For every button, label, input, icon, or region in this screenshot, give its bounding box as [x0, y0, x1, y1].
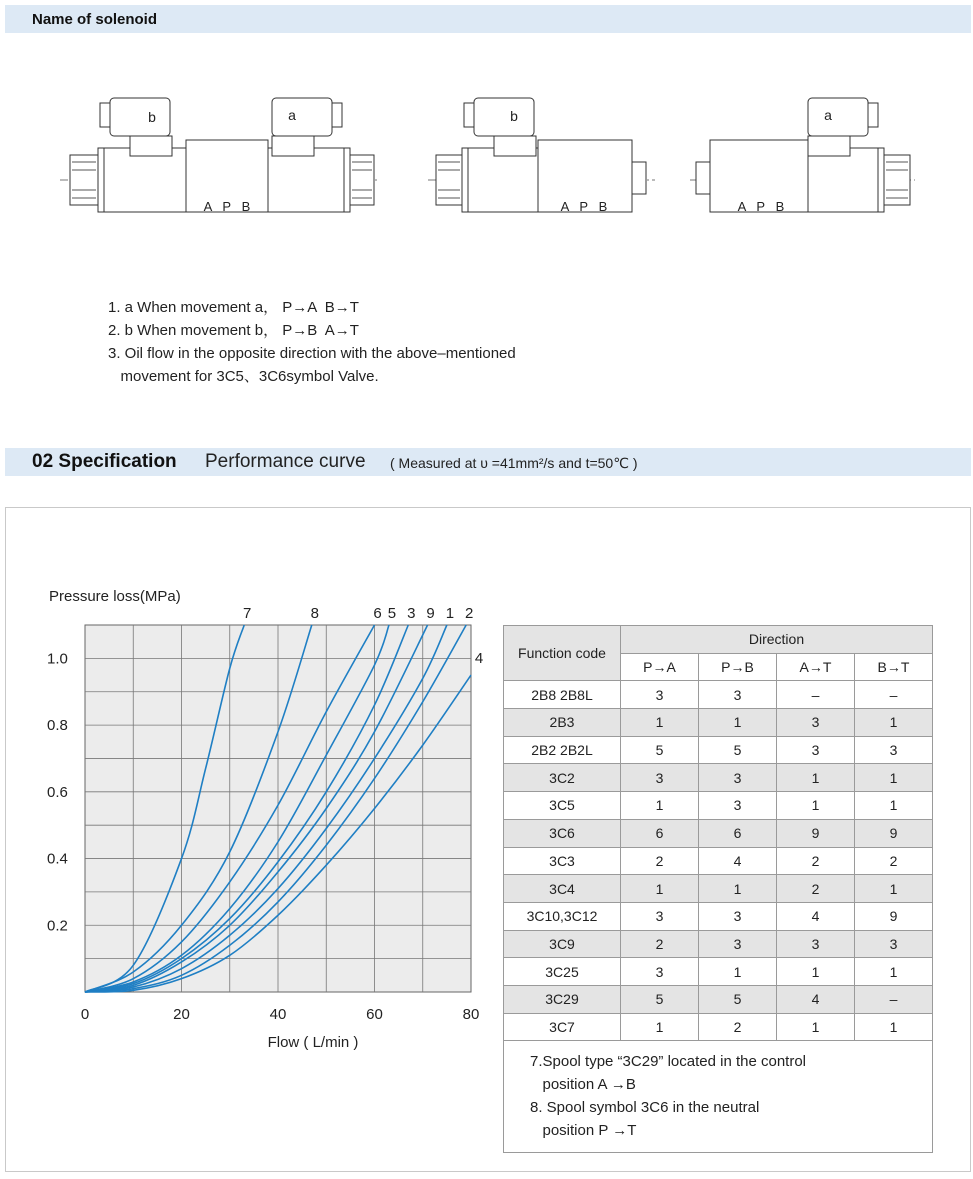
direction-value-cell: 1: [855, 958, 933, 986]
direction-value-cell: 2: [621, 930, 699, 958]
x-tick-label: 80: [462, 1006, 480, 1023]
direction-value-cell: 2: [855, 847, 933, 875]
direction-value-cell: 2: [777, 847, 855, 875]
single-solenoid-b-valve-diagram: [428, 98, 655, 212]
direction-subheader: P→A: [621, 653, 699, 681]
y-tick-label: 0.8: [47, 717, 68, 735]
direction-value-cell: 1: [777, 1013, 855, 1041]
direction-value-cell: 5: [621, 985, 699, 1013]
section-title: Name of solenoid: [32, 11, 158, 28]
table-row: [504, 958, 933, 986]
note-line: 3. Oil flow in the opposite direction with the above–mentioned: [108, 345, 516, 362]
curve-label: 8: [310, 605, 319, 622]
movement-notes: [108, 296, 516, 388]
curve-label: 4: [474, 650, 484, 668]
note-line: movement for 3C5、3C6symbol Valve.: [108, 368, 379, 385]
function-code-header: Function code: [504, 626, 621, 681]
direction-value-cell: 4: [699, 847, 777, 875]
direction-value-cell: 2: [621, 847, 699, 875]
table-row: [504, 847, 933, 875]
table-row: [504, 902, 933, 930]
direction-value-cell: 1: [777, 792, 855, 820]
direction-value-cell: 2: [777, 875, 855, 903]
direction-header: Direction: [621, 626, 933, 654]
section-subtitle: Performance curve: [205, 451, 366, 472]
y-tick-label: 1.0: [47, 650, 68, 668]
spool-direction-table: [503, 625, 933, 1041]
table-row: [504, 709, 933, 737]
direction-value-cell: –: [855, 985, 933, 1013]
direction-value-cell: –: [855, 681, 933, 709]
direction-value-cell: 1: [855, 875, 933, 903]
table-row: [504, 819, 933, 847]
curve-label: 3: [407, 605, 416, 622]
direction-value-cell: 4: [777, 985, 855, 1013]
y-tick-label: 0.6: [47, 783, 68, 801]
direction-value-cell: 1: [777, 958, 855, 986]
direction-value-cell: 3: [621, 902, 699, 930]
function-code-cell: 3C3: [504, 847, 621, 875]
curve-label: 5: [387, 605, 397, 622]
port-labels: A P B: [737, 199, 785, 214]
x-axis-label: Flow ( L/min ): [267, 1034, 359, 1051]
direction-value-cell: 3: [699, 681, 777, 709]
table-row: [504, 792, 933, 820]
table-row: [504, 764, 933, 792]
direction-value-cell: 1: [621, 792, 699, 820]
curve-label: 2: [465, 605, 474, 622]
direction-value-cell: 6: [621, 819, 699, 847]
function-code-cell: 3C29: [504, 985, 621, 1013]
direction-value-cell: 2: [699, 1013, 777, 1041]
direction-value-cell: 3: [699, 792, 777, 820]
solenoid-label: b: [510, 108, 518, 124]
function-code-cell: 3C4: [504, 875, 621, 903]
function-code-cell: 3C5: [504, 792, 621, 820]
y-tick-label: 0.2: [47, 917, 68, 935]
double-solenoid-valve-diagram: [60, 98, 380, 212]
function-code-cell: 2B3: [504, 709, 621, 737]
direction-value-cell: 1: [621, 1013, 699, 1041]
direction-value-cell: 5: [621, 736, 699, 764]
function-code-cell: 3C10,3C12: [504, 902, 621, 930]
curve-label: 1: [445, 605, 455, 622]
function-code-cell: 3C25: [504, 958, 621, 986]
table-footnotes: [503, 1040, 933, 1153]
curve-label: 6: [373, 605, 382, 622]
table-row: [504, 930, 933, 958]
direction-value-cell: 1: [699, 875, 777, 903]
direction-value-cell: 1: [621, 709, 699, 737]
performance-curve-chart: [0, 570, 500, 1060]
single-solenoid-a-valve-diagram: [690, 98, 915, 212]
direction-value-cell: 1: [777, 764, 855, 792]
direction-value-cell: 3: [777, 709, 855, 737]
x-tick-label: 40: [269, 1006, 287, 1023]
table-row: [504, 736, 933, 764]
note-line: 2. b When movement b， P→B A→T: [108, 322, 359, 339]
direction-value-cell: 3: [855, 930, 933, 958]
direction-value-cell: 3: [855, 736, 933, 764]
footnote-line: position A →B: [530, 1076, 636, 1093]
direction-value-cell: 1: [855, 792, 933, 820]
solenoid-label: a: [824, 107, 832, 123]
direction-value-cell: 6: [699, 819, 777, 847]
direction-value-cell: 1: [699, 958, 777, 986]
measurement-condition: ( Measured at υ =41mm²/s and t=50℃ ): [390, 455, 638, 471]
section-title: 02 Specification: [32, 451, 177, 472]
direction-value-cell: 9: [855, 819, 933, 847]
x-tick-label: 0: [80, 1006, 90, 1023]
direction-value-cell: 3: [699, 930, 777, 958]
direction-value-cell: 1: [621, 875, 699, 903]
direction-value-cell: 9: [855, 902, 933, 930]
direction-subheader: B→T: [855, 653, 933, 681]
function-code-cell: 3C2: [504, 764, 621, 792]
direction-value-cell: 3: [777, 736, 855, 764]
function-code-cell: 2B8 2B8L: [504, 681, 621, 709]
table-row: [504, 681, 933, 709]
direction-subheader: P→B: [699, 653, 777, 681]
direction-value-cell: 3: [699, 902, 777, 930]
table-row: [504, 985, 933, 1013]
solenoid-label: a: [288, 107, 296, 123]
footnote-line: 7.Spool type “3C29” located in the control: [530, 1053, 806, 1070]
footnote-line: position P →T: [530, 1122, 637, 1139]
port-labels: A P B: [203, 199, 251, 214]
direction-value-cell: 1: [855, 764, 933, 792]
direction-value-cell: 1: [855, 1013, 933, 1041]
solenoid-label: b: [148, 109, 156, 125]
direction-value-cell: 5: [699, 736, 777, 764]
direction-value-cell: 4: [777, 902, 855, 930]
y-tick-label: 0.4: [47, 850, 68, 868]
direction-value-cell: 1: [855, 709, 933, 737]
curve-label: 9: [426, 605, 435, 622]
footnote-line: 8. Spool symbol 3C6 in the neutral: [530, 1099, 760, 1116]
y-axis-label: Pressure loss(MPa): [49, 588, 181, 605]
curve-label: 7: [243, 605, 252, 622]
direction-value-cell: –: [777, 681, 855, 709]
direction-value-cell: 1: [699, 709, 777, 737]
direction-value-cell: 3: [621, 764, 699, 792]
function-code-cell: 2B2 2B2L: [504, 736, 621, 764]
direction-subheader: A→T: [777, 653, 855, 681]
x-tick-label: 60: [366, 1006, 383, 1023]
port-labels: A P B: [560, 199, 608, 214]
solenoid-diagrams: [0, 90, 973, 220]
x-tick-label: 20: [173, 1006, 190, 1023]
function-code-cell: 3C6: [504, 819, 621, 847]
table-row: [504, 875, 933, 903]
function-code-cell: 3C7: [504, 1013, 621, 1041]
direction-value-cell: 9: [777, 819, 855, 847]
table-row: [504, 1013, 933, 1041]
note-line: 1. a When movement a， P→A B→T: [108, 299, 359, 316]
direction-value-cell: 3: [777, 930, 855, 958]
function-code-cell: 3C9: [504, 930, 621, 958]
direction-value-cell: 3: [621, 958, 699, 986]
direction-value-cell: 3: [621, 681, 699, 709]
direction-value-cell: 5: [699, 985, 777, 1013]
direction-value-cell: 3: [699, 764, 777, 792]
